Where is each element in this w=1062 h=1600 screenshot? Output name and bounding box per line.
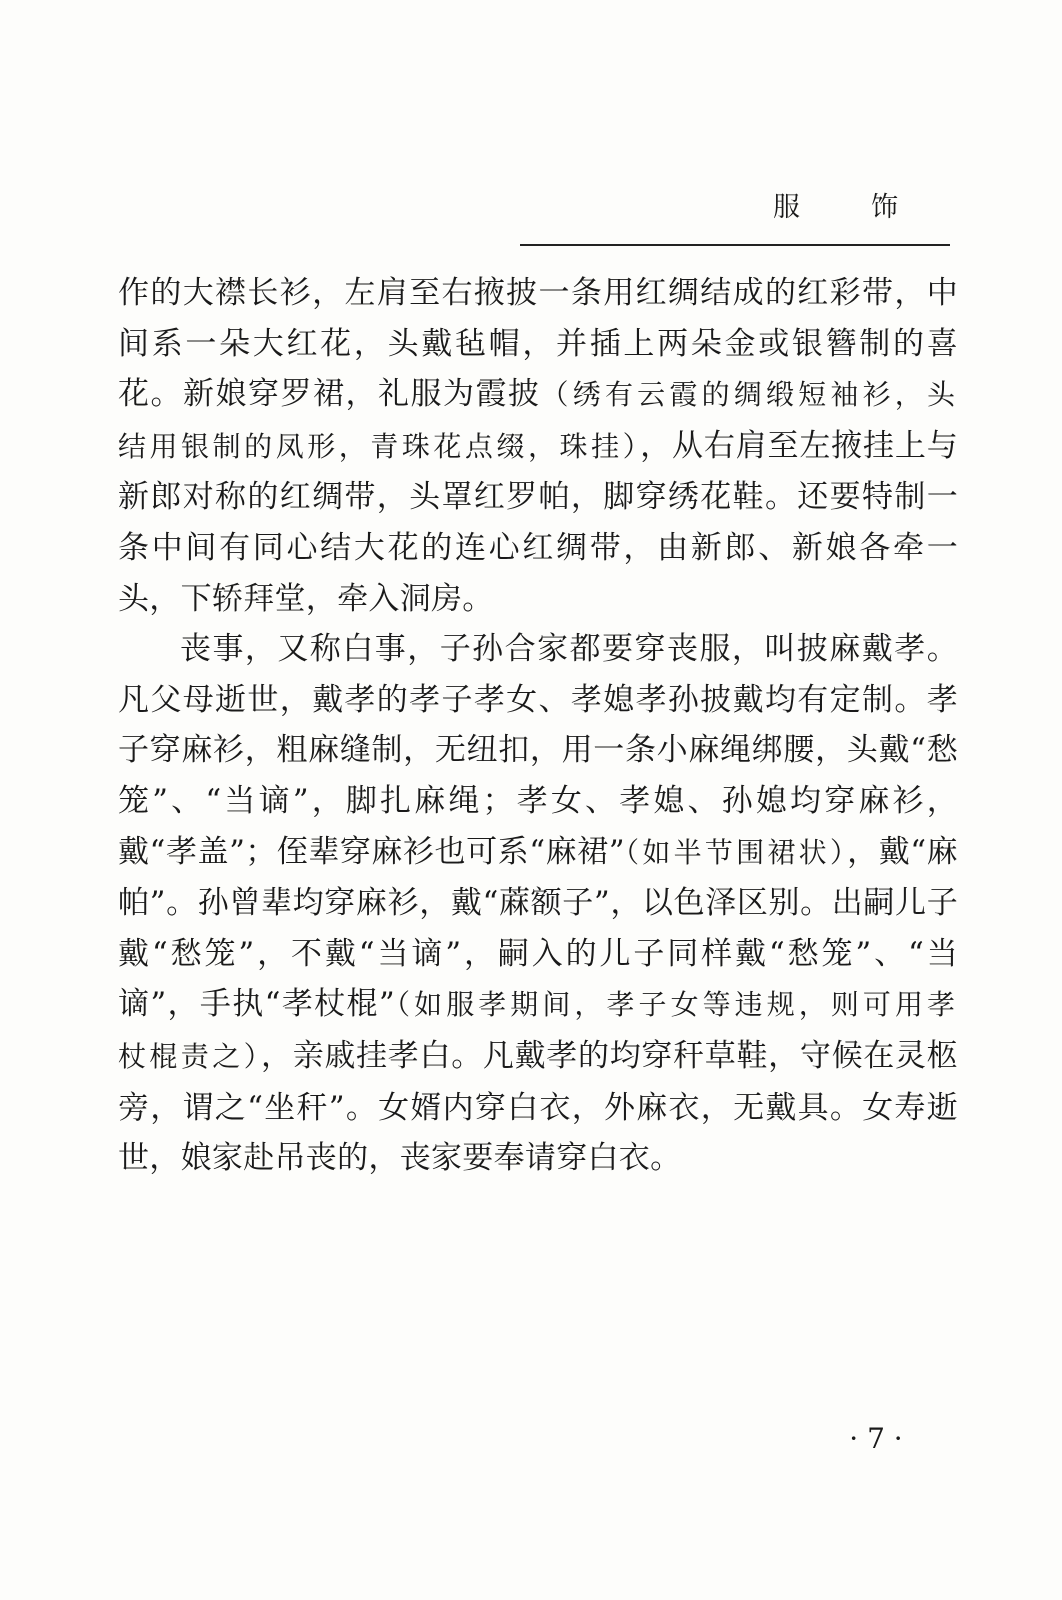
text-segment: 作的大襟长衫，左肩至右掖披一条用红绸结成的红彩带，中间系一朵大红花，头戴毡帽，并插上两朵金或银簪制的喜花。新娘穿罗裙，礼服为霞披 — [118, 275, 958, 413]
text-segment: 丧事，又称白事，子孙合家都要穿丧服，叫披麻戴孝。凡父母逝世，戴孝的孝子孝女、孝媳孝孙披戴均有定制。孝子穿麻衫，粗麻缝制，无纽扣，用一条小麻绳绑腰，头戴“愁笼”、“当谪”，脚扎麻绳；孝女、孝媳、孙媳均穿麻衫，戴“孝盖”；侄辈穿麻衫也可系“麻裙” — [118, 631, 958, 870]
page-number: · 7 · — [849, 1422, 903, 1455]
body-text — [118, 268, 958, 1184]
text-segment: ，从右肩至左掖挂上与新郎对称的红绸带，头罩红罗帕，脚穿绣花鞋。还要特制一条中间有同心结大花的连心红绸带，由新郎、新娘各牵一头，下轿拜堂，牵入洞房。 — [118, 427, 958, 617]
inline-annotation: （如半节围裙状） — [624, 835, 848, 869]
text-segment: ，亲戚挂孝白。凡戴孝的均穿秆草鞋，守候在灵柩旁，谓之“坐秆”。女婿内穿白衣，外麻衣，无戴具。女寿逝世，娘家赴吊丧的，丧家要奉请穿白衣。 — [118, 1037, 958, 1177]
running-head-title: 服 饰 — [773, 192, 920, 223]
paragraph-funeral-attire — [118, 624, 958, 1184]
text-segment: ，戴“麻帕”。孙曾辈均穿麻衫，戴“蔴额子”，以色泽区别。出嗣儿子戴“愁笼”，不戴“当谪”，嗣入的儿子同样戴“愁笼”、“当谪”，手执“孝杖棍” — [118, 833, 958, 1023]
inline-annotation: （绣有云霞的绸缎短袖衫，头结用银制的凤形，青珠花点缀，珠挂） — [118, 378, 958, 463]
inline-annotation: （如服孝期间，孝子女等违规，则可用孝杖棍责之） — [118, 988, 958, 1073]
paragraph-wedding-attire — [118, 268, 958, 624]
running-head — [520, 186, 950, 246]
